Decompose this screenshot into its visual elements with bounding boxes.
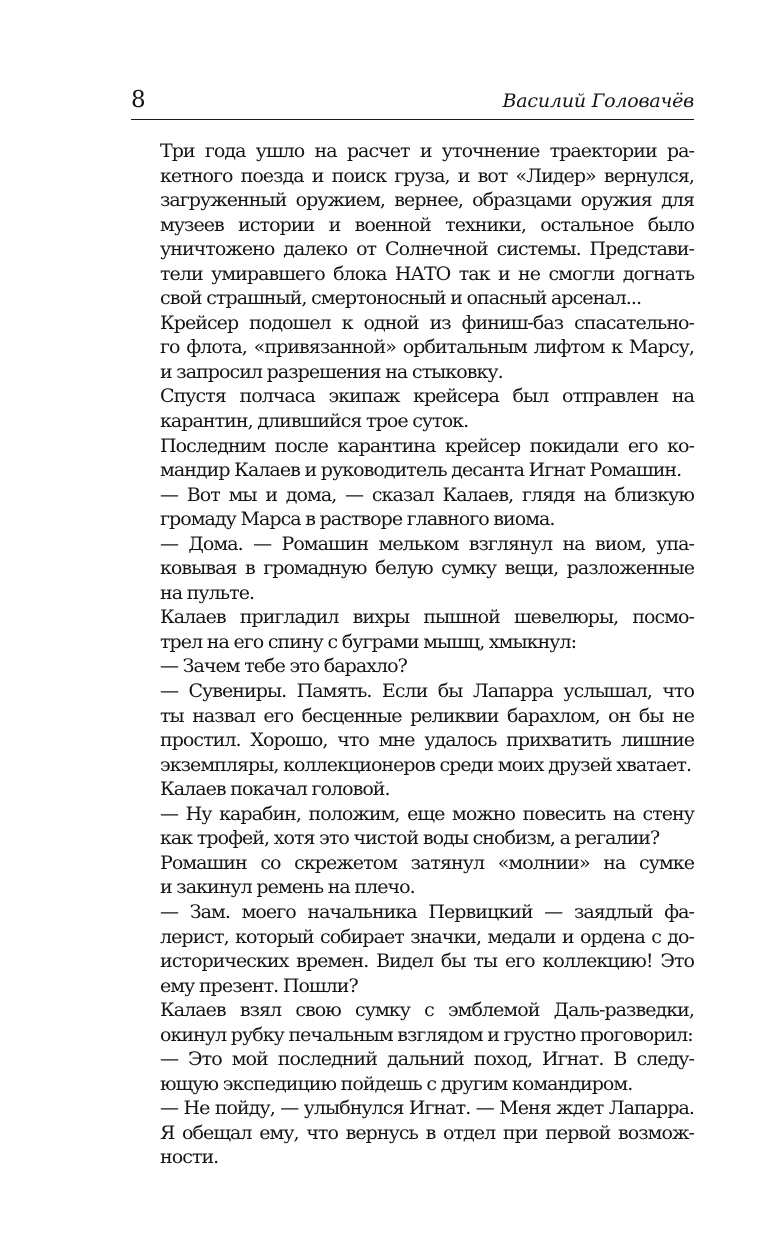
text-line: Калаев взял свою сумку с эмблемой Даль-разведки,	[160, 999, 694, 1022]
text-line: Спустя полчаса экипаж крейсера был отправлен на	[160, 385, 694, 408]
paragraph	[131, 679, 694, 777]
text-line: карантин, длившийся трое суток.	[160, 410, 469, 433]
paragraph	[131, 900, 694, 998]
text-line: — Ну карабин, положим, еще можно повесить на стену	[160, 802, 694, 825]
paragraph	[131, 851, 694, 900]
body-text	[131, 139, 694, 1170]
paragraph	[131, 654, 694, 679]
paragraph	[131, 1096, 694, 1170]
text-line: на пульте.	[160, 581, 255, 604]
text-line: громаду Марса в растворе главного виома.	[160, 508, 555, 531]
running-head-author: Василий Головачёв	[502, 90, 694, 112]
text-line: — Сувениры. Память. Если бы Лапарра услышал, что	[160, 680, 694, 703]
text-line: уничтожено далеко от Солнечной системы. Представи-	[160, 238, 694, 261]
text-line: го флота, «привязанной» орбитальным лифтом к Марсу,	[160, 336, 694, 359]
text-line: кетного поезда и поиск груза, и вот «Лидер» вернулся,	[160, 164, 694, 187]
paragraph	[131, 802, 694, 851]
text-line: ты назвал его бесценные реликвии барахлом, он бы не	[160, 704, 694, 727]
text-line: Крейсер подошел к одной из финиш-баз спасательно-	[160, 311, 694, 334]
text-line: и запросил разрешения на стыковку.	[160, 360, 503, 383]
text-line: музеев истории и военной техники, остальное было	[160, 213, 694, 236]
text-line: ковывая в громадную белую сумку вещи, разложенные	[160, 557, 694, 580]
text-line: трел на его спину с буграми мышц, хмыкнул:	[160, 630, 577, 653]
paragraph	[131, 311, 694, 385]
text-line: мандир Калаев и руководитель десанта Игнат Ромашин.	[160, 459, 682, 482]
page-header	[131, 86, 694, 116]
paragraph	[131, 777, 694, 802]
text-line: — Дома. — Ромашин мельком взглянул на виом, упа-	[160, 532, 694, 555]
text-line: окинул рубку печальным взглядом и грустно проговорил:	[160, 1023, 693, 1046]
header-rule	[131, 119, 694, 120]
text-line: Калаев покачал головой.	[160, 778, 390, 801]
text-line: простил. Хорошо, что мне удалось прихватить лишние	[160, 729, 694, 752]
text-line: Три года ушло на расчет и уточнение траектории ра-	[160, 140, 694, 162]
text-line: и закинул ремень на плечо.	[160, 876, 415, 899]
text-line: лерист, который собирает значки, медали и ордена с до-	[160, 925, 694, 948]
text-line: Калаев пригладил вихры пышной шевелюры, посмо-	[160, 606, 694, 629]
paragraph	[131, 605, 694, 654]
text-line: загруженный оружием, вернее, образцами оружия для	[160, 189, 694, 212]
text-line: — Зачем тебе это барахло?	[160, 655, 407, 678]
text-line: тели умиравшего блока НАТО так и не смогли догнать	[160, 262, 694, 285]
paragraph	[131, 384, 694, 433]
paragraph	[131, 1047, 694, 1096]
text-line: — Не пойду, — улыбнулся Игнат. — Меня ждет Лапарра.	[160, 1097, 694, 1120]
text-line: исторических времен. Видел бы ты его коллекцию! Это	[160, 950, 694, 973]
paragraph	[131, 483, 694, 532]
text-line: ему презент. Пошли?	[160, 974, 358, 997]
text-line: ности.	[160, 1146, 219, 1169]
text-line: — Зам. моего начальника Первицкий — заядлый фа-	[160, 900, 694, 923]
paragraph	[131, 139, 694, 311]
text-line: Я обещал ему, что вернусь в отдел при первой возмож-	[160, 1121, 694, 1144]
text-line: — Это мой последний дальний поход, Игнат. В следу-	[160, 1048, 694, 1071]
text-line: свой страшный, смертоносный и опасный арсенал...	[160, 287, 642, 310]
text-line: экземпляры, коллекционеров среди моих друзей хватает.	[160, 753, 692, 776]
text-line: — Вот мы и дома, — сказал Калаев, глядя на близкую	[160, 483, 694, 506]
paragraph	[131, 532, 694, 606]
text-line: ющую экспедицию пойдешь с другим командиром.	[160, 1072, 633, 1095]
text-line: Ромашин со скрежетом затянул «молнии» на сумке	[160, 851, 694, 874]
text-line: Последним после карантина крейсер покидали его ко-	[160, 434, 694, 457]
page-number: 8	[131, 87, 146, 113]
paragraph	[131, 434, 694, 483]
text-line: как трофей, хотя это чистой воды снобизм, а регалии?	[160, 827, 660, 850]
paragraph	[131, 998, 694, 1047]
